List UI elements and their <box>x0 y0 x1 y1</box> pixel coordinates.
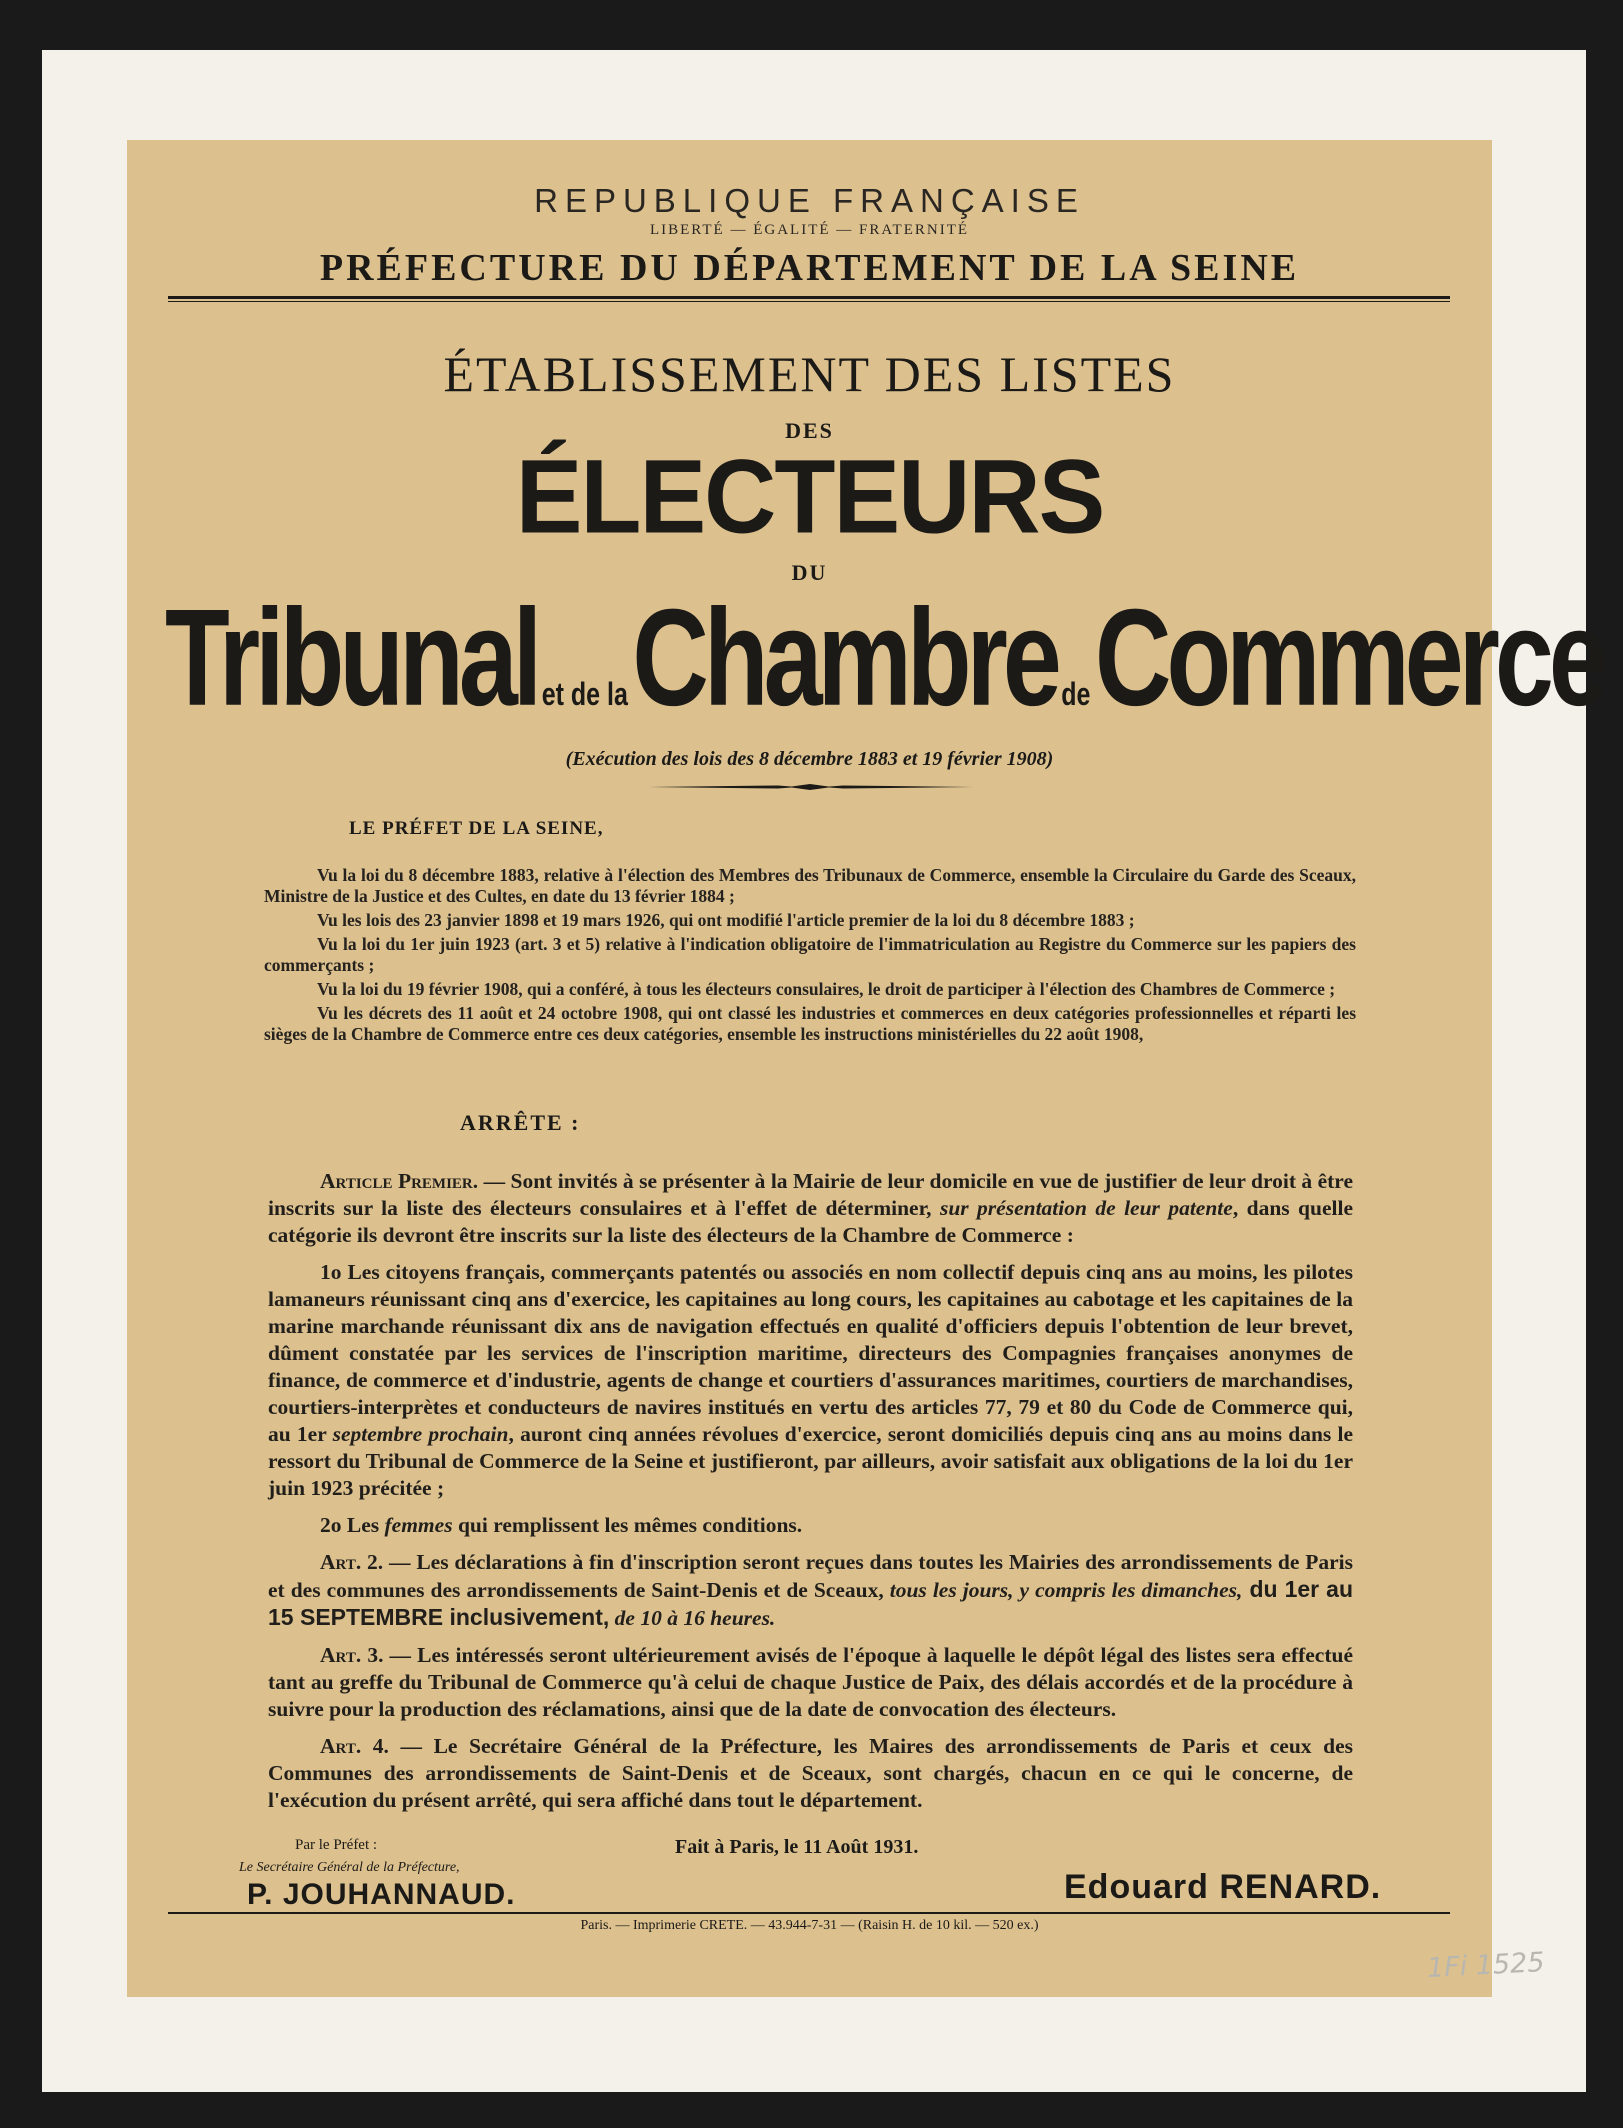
paragraph-2-text: Les <box>341 1513 385 1537</box>
article-premier-italic: sur présentation de leur patente <box>939 1196 1233 1220</box>
article-2-hours: de 10 à 16 heures. <box>609 1606 776 1630</box>
signature-renard: Edouard RENARD. <box>1064 1868 1382 1906</box>
article-3-label: Art. 3. <box>320 1643 384 1667</box>
footer-rule <box>168 1912 1450 1914</box>
article-2-label: Art. 2. <box>320 1550 384 1574</box>
word-de: de <box>1061 676 1091 713</box>
article-2-italic: tous les jours, y compris les dimanches, <box>889 1578 1243 1602</box>
printer-line: Paris. — Imprimerie CRETE. — 43.944-7-31 — (Raisin H. de 10 kil. — 520 ex.) <box>580 1918 1039 1933</box>
paragraph-2-italic: femmes <box>384 1513 453 1537</box>
title-du: DU <box>791 560 828 585</box>
article-2 <box>268 1549 1353 1632</box>
article-premier-text-end: , dans quelle catégorie ils devront être inscrits sur la liste des électeurs de la Chambre de Commerce : <box>268 1196 1354 1247</box>
visas-block <box>264 865 1356 1048</box>
par-le-prefet: Par le Préfet : <box>295 1837 378 1853</box>
title-tribunal-chambre <box>165 580 1603 775</box>
article-2-text: — Les déclarations à fin d'inscription seront reçues dans toutes les Mairies des arrondissements de Paris et des communes des arrondissements de Saint-Denis et de Sceaux, <box>268 1550 1354 1602</box>
paragraph-1 <box>268 1259 1353 1502</box>
word-chambre: Chambre <box>632 581 1057 735</box>
title-etablissement: ÉTABLISSEMENT DES LISTES <box>443 346 1176 402</box>
word-tribunal: Tribunal <box>165 581 538 735</box>
secretaire-general: Le Secrétaire Général de la Préfecture, <box>239 1860 460 1875</box>
motto: LIBERTÉ — ÉGALITÉ — FRATERNITÉ <box>649 222 970 238</box>
visa-4: Vu la loi du 19 février 1908, qui a conféré, à tous les électeurs consulaires, le droit de participer à l'élection des Chambres de Commerce ; <box>317 979 1336 999</box>
prefecture-heading: PRÉFECTURE DU DÉPARTEMENT DE LA SEINE <box>319 247 1300 289</box>
article-premier <box>268 1168 1353 1249</box>
visa-3: Vu la loi du 1er juin 1923 (art. 3 et 5) relative à l'indication obligatoire de l'immatriculation au Registre du Commerce sur les papiers des commerçants ; <box>264 934 1356 975</box>
republique-heading: REPUBLIQUE FRANÇAISE <box>534 182 1085 219</box>
arrete-heading: ARRÊTE : <box>460 1110 581 1135</box>
article-4-label: Art. 4. <box>320 1734 389 1758</box>
execution-subtitle: (Exécution des lois des 8 décembre 1883 et 19 février 1908) <box>565 748 1054 770</box>
visa-5: Vu les décrets des 11 août et 24 octobre 1908, qui ont classé les industries et commerces en deux catégories professionnelles et réparti les sièges de la Chambre de Commerce entre ces deux catégories, ensemble les instructions ministérielles du 22 août 1908, <box>264 1003 1356 1044</box>
paragraph-2 <box>268 1512 1353 1539</box>
visa-2: Vu les lois des 23 janvier 1898 et 19 mars 1926, qui ont modifié l'article premier de la loi du 8 décembre 1883 ; <box>317 910 1135 930</box>
title-electeurs: ÉLECTEURS <box>515 438 1104 556</box>
word-commerce: Commerce <box>1094 581 1603 735</box>
article-4-text: — Le Secrétaire Général de la Préfecture, les Maires des arrondissements de Paris et ceux des Communes des arrondissements de Saint-Denis et de Sceaux, sont chargés, chacun en ce qui le concerne, de l'exécution du présent arrêté, qui sera affiché dans tout le département. <box>268 1734 1353 1812</box>
paragraph-1-text: Les citoyens français, commerçants patentés ou associés en nom collectif depuis cinq ans au moins, les pilotes lamaneurs réunissant cinq ans d'exercice, les capitaines au long cours, les capitaines au cabotage et les capitaines de la marine marchande réunissant dix ans de navigation effectués en qualité d'officiers depuis l'obtention de leur brevet, dûment constatée par les services de l'inscription maritime, directeurs des Compagnies françaises anonymes de finance, de commerce et d'industrie, agents de change et courtiers d'assurances maritimes, courtiers de marchandises, courtiers-interprètes et conducteurs de navires institués en vertu des articles 77, 79 et 80 du Code de Commerce qui, au 1er <box>268 1260 1353 1446</box>
fait-a-paris: Fait à Paris, le 11 Août 1931. <box>675 1836 919 1858</box>
header-rule <box>168 296 1450 299</box>
article-2-dates: du 1er au 15 SEPTEMBRE inclusivement, <box>268 1576 1353 1630</box>
shelfmark: 1Fi 1525 <box>1426 1946 1546 1985</box>
paragraph-2-text-end: qui remplissent les mêmes conditions. <box>452 1513 803 1537</box>
visa-1: Vu la loi du 8 décembre 1883, relative à l'élection des Membres des Tribunaux de Commerce, ensemble la Circulaire du Garde des Sceaux, Ministre de la Justice et des Cultes, en date du 13 février 1884 ; <box>264 865 1356 906</box>
prefet-title: LE PRÉFET DE LA SEINE, <box>349 818 604 839</box>
paragraph-1-number: 1o <box>320 1260 342 1284</box>
article-premier-text: — Sont invités à se présenter à la Mairie de leur domicile en vue de justifier de leur droit à être inscrits sur la liste des électeurs consulaires et à l'effet de déterminer, <box>268 1169 1353 1220</box>
word-et-de-la: et de la <box>541 676 628 713</box>
paragraph-1-italic: septembre prochain <box>332 1422 509 1446</box>
paragraph-2-number: 2o <box>320 1513 342 1537</box>
header-rule-thin <box>168 301 1450 302</box>
paragraph-1-text-end: , auront cinq années révolues d'exercice, seront domiciliés depuis cinq ans au moins dans le ressort du Tribunal de Commerce de la Seine et justifieront, par ailleurs, avoir satisfait aux obligations de la loi du 1er juin 1923 précitée ; <box>268 1422 1354 1500</box>
article-premier-label: Article Premier. <box>320 1169 479 1193</box>
ornament-divider <box>648 783 973 791</box>
article-4 <box>268 1733 1353 1814</box>
article-3 <box>268 1642 1353 1723</box>
article-3-text: — Les intéressés seront ultérieurement avisés de l'époque à laquelle le dépôt légal des listes sera effectué tant au greffe du Tribunal de Commerce qu'à celui de chaque Justice de Paix, des délais accordés et de la procédure à suivre pour la production des réclamations, ainsi que de la date de convocation des électeurs. <box>268 1643 1354 1721</box>
title-des: DES <box>785 418 834 443</box>
signature-jouhannaud: P. JOUHANNAUD. <box>247 1878 516 1911</box>
articles-block <box>268 1168 1353 1824</box>
poster <box>127 140 1603 1997</box>
